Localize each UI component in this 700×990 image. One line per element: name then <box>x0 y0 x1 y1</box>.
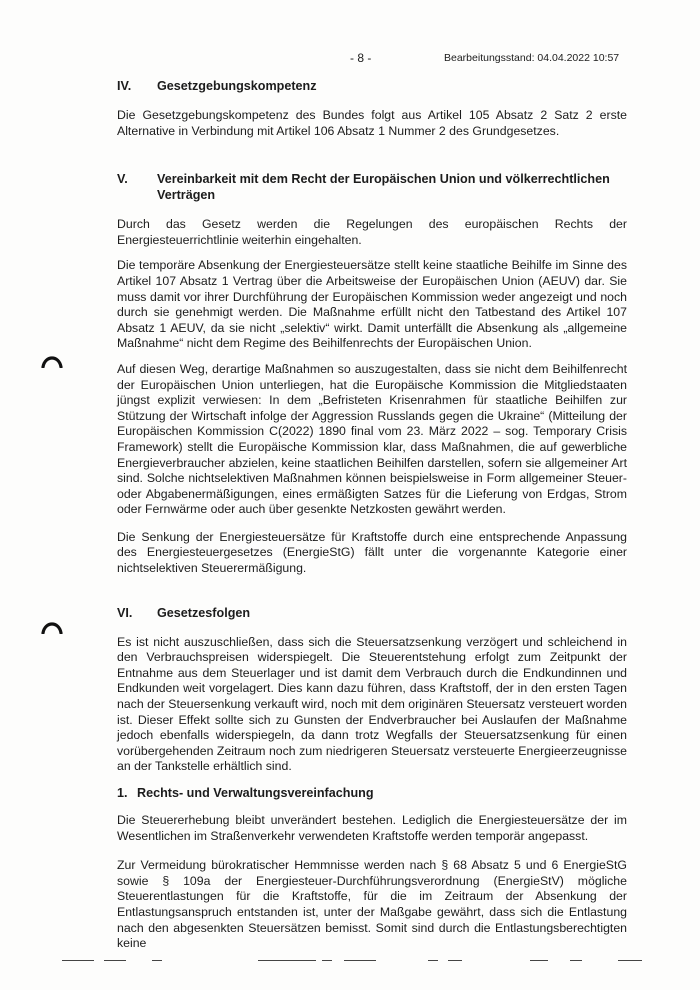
scan-artifact-line <box>344 960 376 961</box>
subsection-number: 1. <box>117 786 128 800</box>
edit-status: Bearbeitungsstand: 04.04.2022 10:57 <box>444 52 620 64</box>
document-body <box>117 78 627 952</box>
scan-artifact-line <box>104 960 126 961</box>
margin-arch-mark <box>40 618 64 634</box>
section-title: Vereinbarkeit mit dem Recht der Europäischen Union und völkerrechtlichen Verträgen <box>157 172 610 203</box>
page-number: - 8 - <box>350 51 372 65</box>
scan-artifact-line <box>62 960 94 961</box>
subsection-heading <box>117 785 627 801</box>
section-title: Gesetzesfolgen <box>157 605 251 620</box>
section-number: IV. <box>117 79 132 93</box>
scan-artifact-line <box>152 960 162 961</box>
paragraph: Es ist nicht auszuschließen, dass sich die Steuersatzsenkung verzögert und schleichend in den Verbrauchspreisen widerspiegelt. Die Steuerentstehung erfolgt zum Zeitpunkt der Entnahme aus dem Steuerlager und ist damit dem Verbrauch durch die Endkundinnen und Endkunden weit vorgelagert. Dies kann dazu führen, dass Kraftstoff, der in den ersten Tagen nach der Steuersenkung verkauft wird, noch mit dem originären Steuersatz versteuert worden ist. Dieser Effekt sollte sich zu Gunsten der Endverbraucher bei Auslaufen der Maßnahme jedoch ebenfalls widerspiegeln, da dann trotz Wegfalls der Steuersatzsenkung für einen vorübergehenden Zeitraum noch zum niedrigeren Steuersatz versteuerte Energieerzeugnisse an der Tankstelle erhältlich sind. <box>117 634 627 774</box>
paragraph: Die temporäre Absenkung der Energiesteuersätze stellt keine staatliche Beihilfe im Sinne des Artikel 107 Absatz 1 Vertrag über die Arbeitsweise der Europäischen Union (AEUV) dar. Sie muss damit vor ihrer Durchführung der Europäischen Kommission weder angezeigt und noch durch sie genehmigt werden. Die Maßnahme erfüllt nicht den Tatbestand des Artikel 107 Absatz 1 AEUV, da sie nicht „selektiv“ wirkt. Damit unterfällt die Absenkung als „allgemeine Maßnahme“ nicht dem Regime des Beihilfenrechts der Europäischen Union. <box>117 258 627 351</box>
paragraph: Zur Vermeidung bürokratischer Hemmnisse werden nach § 68 Absatz 5 und 6 EnergieStG sowie § 109a der Energiesteuer-Durchführungsverordnung (EnergieStV) mögliche Steuerentlastungen für die Kraftstoffe, für die im Zeitraum der Absenkung der Entlastungsanspruch entstanden ist, unter der Maßgabe gewährt, dass sich die Entlastung nach den abgesenkten Steuersätzen bemisst. Somit sind durch die Entlastungsberechtigten keine <box>117 858 627 951</box>
scan-artifact-line <box>530 960 548 961</box>
paragraph: Auf diesen Weg, derartige Maßnahmen so auszugestalten, dass sie nicht dem Beihilfenrecht der Europäischen Union unterliegen, hat die Europäische Kommission die Mitgliedstaaten jüngst explizit verwiesen: In dem „Befristeten Krisenrahmen für staatliche Beihilfen zur Stützung der Wirtschaft infolge der Aggression Russlands gegen die Ukraine“ (Mitteilung der Europäischen Kommission C(2022) 1890 final vom 23. März 2022 – sog. Temporary Crisis Framework) stellt die Europäische Kommission klar, dass Maßnahmen, die auf gewerbliche Energieverbraucher abzielen, keine staatlichen Beihilfen darstellen, sofern sie allgemeiner Art sind. Solche nichtselektiven Maßnahmen können beispielsweise in Form allgemeiner Steuer- oder Abgabenermäßigungen, eines ermäßigten Satzes für die Lieferung von Erdgas, Strom oder Fernwärme oder auch über gesenkte Netzkosten gewährt werden. <box>117 361 627 517</box>
scan-artifact-line <box>322 960 332 961</box>
section-number: VI. <box>117 605 133 620</box>
section-number: V. <box>117 172 128 187</box>
paragraph: Die Gesetzgebungskompetenz des Bundes folgt aus Artikel 105 Absatz 2 Satz 2 erste Alternative in Verbindung mit Artikel 106 Absatz 1 Nummer 2 des Grundgesetzes. <box>117 108 627 138</box>
scan-artifact-line <box>618 960 642 961</box>
scan-artifact-line <box>258 960 316 961</box>
paragraph: Die Steuererhebung bleibt unverändert bestehen. Lediglich die Energiesteuersätze der im Wesentlichen im Straßenverkehr verwendeten Kraftstoffe werden temporär angepasst. <box>117 813 627 843</box>
subsection-title: Rechts- und Verwaltungsvereinfachung <box>137 786 374 800</box>
paragraph: Die Senkung der Energiesteuersätze für Kraftstoffe durch eine entsprechende Anpassung des Energiesteuergesetzes (EnergieStG) fällt unter die vorgenannte Kategorie einer nichtselektiven Steuerermäßigung. <box>117 529 627 576</box>
section-heading-iv <box>117 78 627 94</box>
paragraph: Durch das Gesetz werden die Regelungen des europäischen Rechts der Energiesteuerrichtlinie weiterhin eingehalten. <box>117 217 627 247</box>
scan-artifact-line <box>448 960 462 961</box>
section-title: Gesetzgebungskompetenz <box>157 79 317 93</box>
margin-arch-mark <box>40 352 64 368</box>
section-heading-v <box>117 171 627 203</box>
section-heading-vi <box>117 605 627 621</box>
scan-artifact-line <box>570 960 582 961</box>
scan-artifact-line <box>428 960 438 961</box>
